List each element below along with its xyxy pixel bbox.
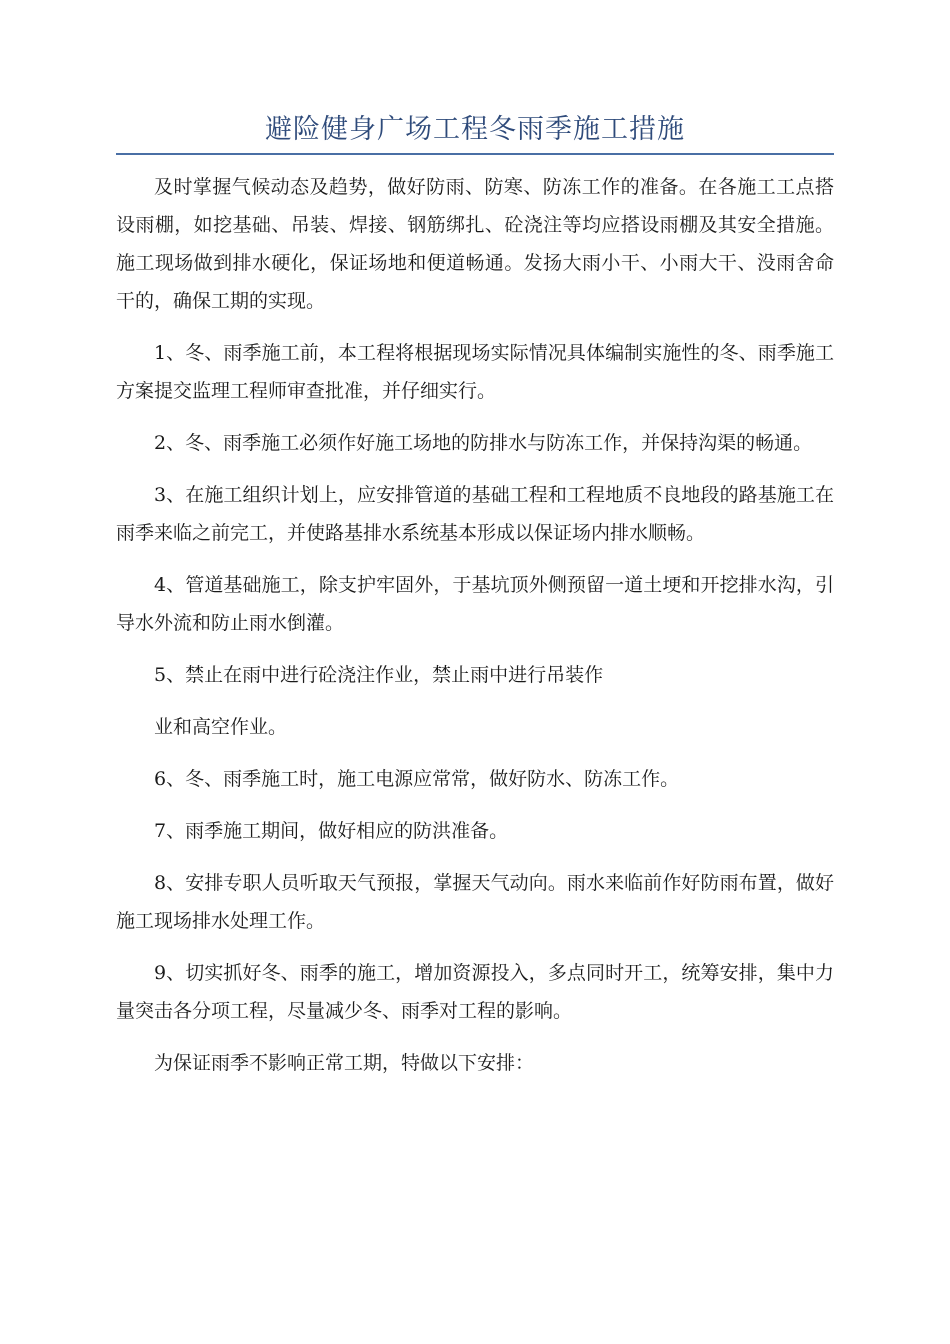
item-7-paragraph: 7、雨季施工期间，做好相应的防洪准备。 <box>154 820 509 842</box>
item-9-paragraph: 9、切实抓好冬、雨季的施工，增加资源投入，多点同时开工，统筹安排，集中力量突击各分项工程，尽量减少冬、雨季对工程的影响。 <box>116 962 834 1022</box>
item-2-paragraph: 2、冬、雨季施工必须作好施工场地的防排水与防冻工作，并保持沟渠的畅通。 <box>154 432 813 454</box>
title-underline <box>116 153 834 155</box>
item-6-paragraph: 6、冬、雨季施工时，施工电源应常常，做好防水、防冻工作。 <box>154 768 680 790</box>
item-5-paragraph: 5、禁止在雨中进行砼浇注作业，禁止雨中进行吊装作 <box>154 664 604 686</box>
item-5-continuation: 业和高空作业。 <box>154 716 288 738</box>
intro-paragraph: 及时掌握气候动态及趋势，做好防雨、防寒、防冻工作的准备。在各施工工点搭设雨棚，如挖基础、吊装、焊接、钢筋绑扎、砼浇注等均应搭设雨棚及其安全措施。施工现场做到排水硬化，保证场地和便道畅通。发扬大雨小干、小雨大干、没雨舍命干的，确保工期的实现。 <box>116 176 834 312</box>
item-1-paragraph: 1、冬、雨季施工前，本工程将根据现场实际情况具体编制实施性的冬、雨季施工方案提交监理工程师审查批准，并仔细实行。 <box>116 342 834 402</box>
document-title: 避险健身广场工程冬雨季施工措施 <box>265 114 685 145</box>
item-4-paragraph: 4、管道基础施工，除支护牢固外，于基坑顶外侧预留一道土埂和开挖排水沟，引导水外流和防止雨水倒灌。 <box>116 574 834 634</box>
item-3-paragraph: 3、在施工组织计划上，应安排管道的基础工程和工程地质不良地段的路基施工在雨季来临之前完工，并使路基排水系统基本形成以保证场内排水顺畅。 <box>116 484 834 544</box>
document-body <box>116 168 834 1096</box>
closing-paragraph: 为保证雨季不影响正常工期，特做以下安排： <box>154 1052 535 1074</box>
item-8-paragraph: 8、安排专职人员听取天气预报，掌握天气动向。雨水来临前作好防雨布置，做好施工现场排水处理工作。 <box>116 872 834 932</box>
